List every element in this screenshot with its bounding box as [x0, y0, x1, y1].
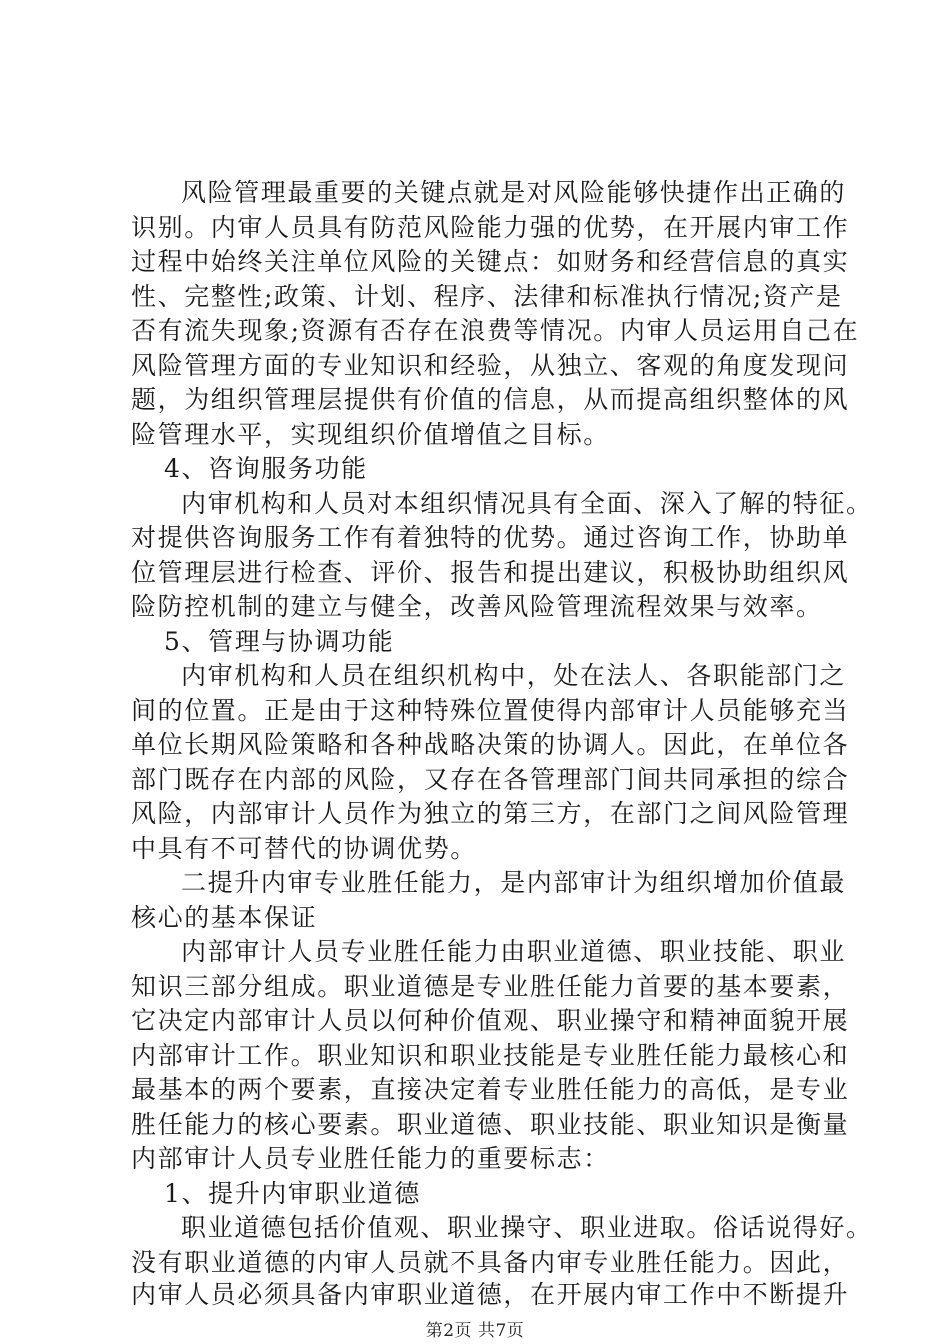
- text-line: 中具有不可替代的协调优势。: [131, 834, 477, 863]
- text-line: 它决定内部审计人员以何种价值观、职业操守和精神面貌开展: [131, 1006, 850, 1035]
- text-line: 内审机构和人员对本组织情况具有全面、深入了解的特征。: [181, 489, 873, 518]
- text-line: 内部审计工作。职业知识和职业技能是专业胜任能力最核心和: [131, 1041, 850, 1070]
- text-line: 险管理水平，实现组织价值增值之目标。: [131, 420, 610, 449]
- text-line: 间的位置。正是由于这种特殊位置使得内部审计人员能够充当: [131, 696, 850, 725]
- text-line: 否有流失现象;资源有否存在浪费等情况。内审人员运用自己在: [131, 316, 860, 345]
- text-line: 没有职业道德的内审人员就不具备内审专业胜任能力。因此，: [131, 1248, 850, 1277]
- text-line: 风险管理方面的专业知识和经验，从独立、客观的角度发现问: [131, 351, 850, 380]
- text-line: 险防控机制的建立与健全，改善风险管理流程效果与效率。: [131, 592, 823, 621]
- text-line: 对提供咨询服务工作有着独特的优势。通过咨询工作，协助单: [131, 523, 850, 552]
- section-heading: 4、咨询服务功能: [164, 454, 368, 483]
- text-line: 职业道德包括价值观、职业操守、职业进取。俗话说得好。: [181, 1213, 873, 1242]
- text-line: 内部审计人员专业胜任能力由职业道德、职业技能、职业: [181, 937, 847, 966]
- section-heading: 5、管理与协调功能: [164, 627, 395, 656]
- text-line: 风险管理最重要的关键点就是对风险能够快捷作出正确的: [181, 178, 847, 207]
- text-line: 性、完整性;政策、计划、程序、法律和标准执行情况;资产是: [131, 282, 843, 311]
- text-line: 识别。内审人员具有防范风险能力强的优势，在开展内审工作: [131, 213, 850, 242]
- section-heading: 二提升内审专业胜任能力，是内部审计为组织增加价值最: [181, 868, 847, 897]
- text-line: 内审机构和人员在组织机构中，处在法人、各职能部门之: [181, 661, 847, 690]
- text-line: 风险，内部审计人员作为独立的第三方，在部门之间风险管理: [131, 799, 850, 828]
- text-line: 位管理层进行检查、评价、报告和提出建议，积极协助组织风: [131, 558, 850, 587]
- text-line: 部门既存在内部的风险，又存在各管理部门间共同承担的综合: [131, 765, 850, 794]
- text-line: 内审人员必须具备内审职业道德，在开展内审工作中不断提升: [131, 1280, 850, 1309]
- text-line: 内部审计人员专业胜任能力的重要标志：: [131, 1144, 610, 1173]
- text-line: 胜任能力的核心要素。职业道德、职业技能、职业知识是衡量: [131, 1110, 850, 1139]
- text-line: 知识三部分组成。职业道德是专业胜任能力首要的基本要素，: [131, 972, 850, 1001]
- section-heading: 核心的基本保证: [131, 903, 318, 932]
- text-line: 题，为组织管理层提供有价值的信息，从而提高组织整体的风: [131, 385, 850, 414]
- text-line: 过程中始终关注单位风险的关键点：如财务和经营信息的真实: [131, 247, 850, 276]
- text-line: 单位长期风险策略和各种战略决策的协调人。因此，在单位各: [131, 730, 850, 759]
- text-line: 最基本的两个要素，直接决定着专业胜任能力的高低，是专业: [131, 1075, 850, 1104]
- section-heading: 1、提升内审职业道德: [164, 1179, 421, 1208]
- page-footer: 第2页 共7页: [425, 1321, 525, 1341]
